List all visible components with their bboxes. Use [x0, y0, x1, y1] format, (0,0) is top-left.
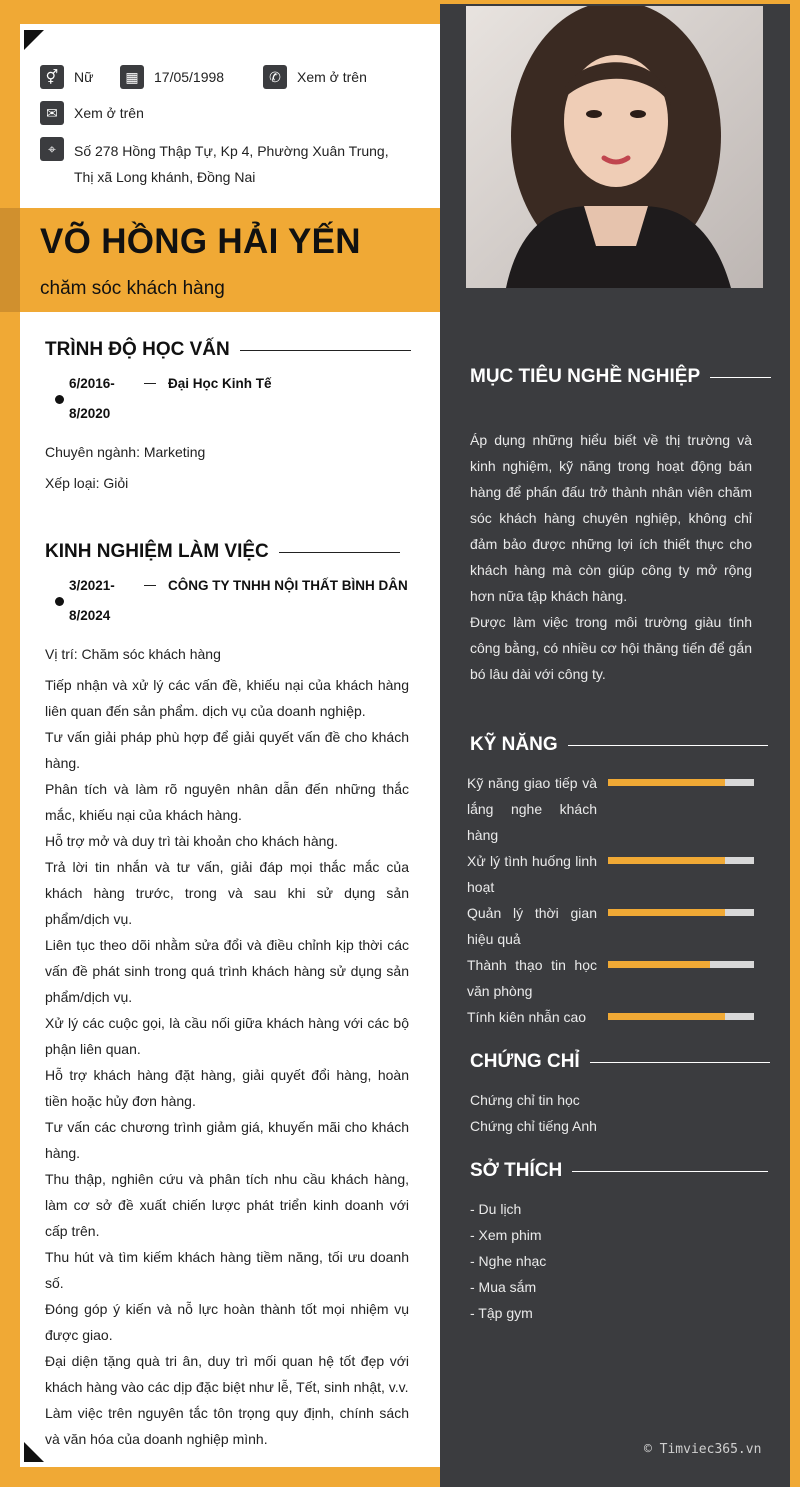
education-grade: Xếp loại: Giỏi: [45, 475, 129, 491]
skill-bar-fill: [608, 1013, 725, 1020]
education-title: TRÌNH ĐỘ HỌC VẤN: [45, 339, 230, 360]
skill-bar: [608, 1013, 754, 1020]
contact-phone: [263, 65, 367, 89]
email-value: Xem ở trên: [74, 105, 144, 121]
objective-paragraph: Được làm việc trong môi trường giàu tính công bằng, có nhiều cơ hội thăng tiến để gắn bó lâu dài với công ty.: [470, 614, 752, 682]
objective-text: [470, 427, 752, 687]
hobbies-title: SỞ THÍCH: [470, 1160, 563, 1181]
divider: [710, 377, 771, 378]
skill-bar-fill: [608, 779, 725, 786]
duty-item: Thu thập, nghiên cứu và phân tích nhu cầu khách hàng, làm cơ sở đề xuất chiến lược phát triển kinh doanh với cấp trên.: [45, 1171, 409, 1239]
education-date: [69, 369, 115, 429]
phone-value: Xem ở trên: [297, 69, 367, 85]
duty-item: Xử lý các cuộc gọi, là cầu nối giữa khách hàng với các bộ phận liên quan.: [45, 1015, 409, 1057]
skill-bar-fill: [608, 961, 710, 968]
duty-item: Đóng góp ý kiến và nỗ lực hoàn thành tốt mọi nhiệm vụ được giao.: [45, 1301, 409, 1343]
skills-heading: [470, 734, 768, 756]
skill-name: Quản lý thời gian hiệu quả: [467, 905, 597, 947]
duty-item: Phân tích và làm rõ nguyên nhân dẫn đến những thắc mắc, khiếu nại của khách hàng.: [45, 781, 409, 823]
gender-value: Nữ: [74, 69, 94, 85]
hobby-item: - Xem phim: [470, 1227, 542, 1243]
experience-heading: [45, 541, 400, 563]
duty-item: Làm việc trên nguyên tắc tôn trọng quy định, chính sách và văn hóa của doanh nghiệp mình.: [45, 1405, 409, 1447]
skill-bar: [608, 857, 754, 864]
experience-position: Vị trí: Chăm sóc khách hàng: [45, 646, 221, 662]
calendar-icon: ▦: [120, 65, 144, 89]
skill-bar-fill: [608, 909, 725, 916]
education-date-end: 8/2020: [69, 406, 111, 421]
phone-icon: ✆: [263, 65, 287, 89]
duty-item: Thu hút và tìm kiếm khách hàng tiềm năng, tối ưu doanh số.: [45, 1249, 409, 1291]
hobby-item: - Tập gym: [470, 1305, 533, 1321]
experience-title: KINH NGHIỆM LÀM VIỆC: [45, 541, 269, 562]
hobbies-list: [470, 1196, 546, 1326]
skill-name: Thành thạo tin học văn phòng: [467, 957, 597, 999]
skill-bar-fill: [608, 857, 725, 864]
divider: [568, 745, 768, 746]
experience-date: [69, 571, 115, 631]
divider: [590, 1062, 770, 1063]
address-line-2: Thị xã Long khánh, Đồng Nai: [74, 169, 256, 185]
skill-name: Kỹ năng giao tiếp và lắng nghe khách hàng: [467, 775, 597, 843]
dash-separator: [144, 585, 156, 586]
contact-location: [40, 137, 74, 161]
watermark: © Timviec365.vn: [644, 1442, 762, 1457]
birthdate-value: 17/05/1998: [154, 69, 225, 85]
skill-name: Xử lý tình huống linh hoạt: [467, 853, 597, 895]
divider: [240, 350, 411, 351]
duty-item: Tư vấn giải pháp phù hợp để giải quyết vấn đề cho khách hàng.: [45, 729, 409, 771]
duty-item: Trả lời tin nhắn và tư vấn, giải đáp mọi thắc mắc của khách hàng trước, trong và sau khi sử dụng sản phẩm/dịch vụ.: [45, 859, 409, 927]
skill-bar: [608, 779, 754, 786]
contact-gender: [40, 65, 93, 89]
duty-item: Hỗ trợ khách hàng đặt hàng, giải quyết đổi hàng, hoàn tiền hoặc hủy đơn hàng.: [45, 1067, 409, 1109]
experience-company: CÔNG TY TNHH NỘI THẤT BÌNH DÂN: [168, 578, 408, 593]
divider: [279, 552, 400, 553]
contact-email: [40, 101, 144, 125]
objective-title: MỤC TIÊU NGHỀ NGHIỆP: [470, 366, 701, 387]
certificate-item: Chứng chỉ tin học: [470, 1092, 580, 1108]
address-line-1: Số 278 Hồng Thập Tự, Kp 4, Phường Xuân Trung,: [74, 143, 389, 159]
location-icon: ⌖: [40, 137, 64, 161]
skill-name: Tính kiên nhẫn cao: [467, 1009, 587, 1025]
education-date-start: 6/2016-: [69, 376, 115, 391]
certificates-title: CHỨNG CHỈ: [470, 1051, 580, 1072]
certificates-heading: [470, 1051, 770, 1073]
timeline-dot: [55, 395, 64, 404]
certificates-list: [470, 1087, 597, 1139]
corner-decoration-bottom: [24, 1442, 44, 1462]
certificate-item: Chứng chỉ tiếng Anh: [470, 1118, 597, 1134]
experience-date-start: 3/2021-: [69, 578, 115, 593]
email-icon: ✉: [40, 101, 64, 125]
objective-paragraph: Áp dụng những hiểu biết về thị trường và kinh nghiệm, kỹ năng trong hoạt động bán hàng để phấn đấu trở thành nhân viên chăm sóc khách hàng chuyên nghiệp, không chỉ đảm bảo được những lợi ích thiết thực cho khách hàng mà còn giúp công ty mở rộng hơn nữa tập khách hàng.: [470, 432, 752, 604]
candidate-role: chăm sóc khách hàng: [40, 278, 225, 299]
name-band-shade: [0, 208, 20, 312]
dash-separator: [144, 383, 156, 384]
gender-icon: ⚥: [40, 65, 64, 89]
duty-item: Tư vấn các chương trình giảm giá, khuyến mãi cho khách hàng.: [45, 1119, 409, 1161]
duty-item: Liên tục theo dõi nhằm sửa đổi và điều chỉnh kịp thời các vấn đề phát sinh trong quá trình khách hàng sử dụng sản phẩm/dịch vụ.: [45, 937, 409, 1005]
experience-date-end: 8/2024: [69, 608, 111, 623]
profile-photo: [466, 6, 763, 288]
experience-duties: [45, 672, 409, 1452]
duty-item: Đại diện tặng quà tri ân, duy trì mối quan hệ tốt đẹp với khách hàng vào các dịp đặc biệt như lễ, Tết, sinh nhật, v.v.: [45, 1353, 409, 1395]
objective-heading: [470, 366, 771, 388]
duty-item: Tiếp nhận và xử lý các vấn đề, khiếu nại của khách hàng liên quan đến sản phẩm. dịch vụ của doanh nghiệp.: [45, 677, 409, 719]
education-major: Chuyên ngành: Marketing: [45, 444, 206, 460]
address: [74, 138, 414, 190]
hobby-item: - Mua sắm: [470, 1279, 537, 1295]
divider: [572, 1171, 768, 1172]
corner-decoration-top: [24, 30, 44, 50]
skills-title: KỸ NĂNG: [470, 734, 558, 755]
hobby-item: - Nghe nhạc: [470, 1253, 547, 1269]
candidate-name: VÕ HỒNG HẢI YẾN: [40, 222, 361, 261]
education-school: Đại Học Kinh Tế: [168, 376, 272, 391]
timeline-dot: [55, 597, 64, 606]
hobbies-heading: [470, 1160, 768, 1182]
skill-bar: [608, 961, 754, 968]
education-heading: [45, 339, 411, 361]
hobby-item: - Du lịch: [470, 1201, 522, 1217]
contact-birthdate: [120, 65, 224, 89]
duty-item: Hỗ trợ mở và duy trì tài khoản cho khách hàng.: [45, 833, 339, 849]
skill-bar: [608, 909, 754, 916]
